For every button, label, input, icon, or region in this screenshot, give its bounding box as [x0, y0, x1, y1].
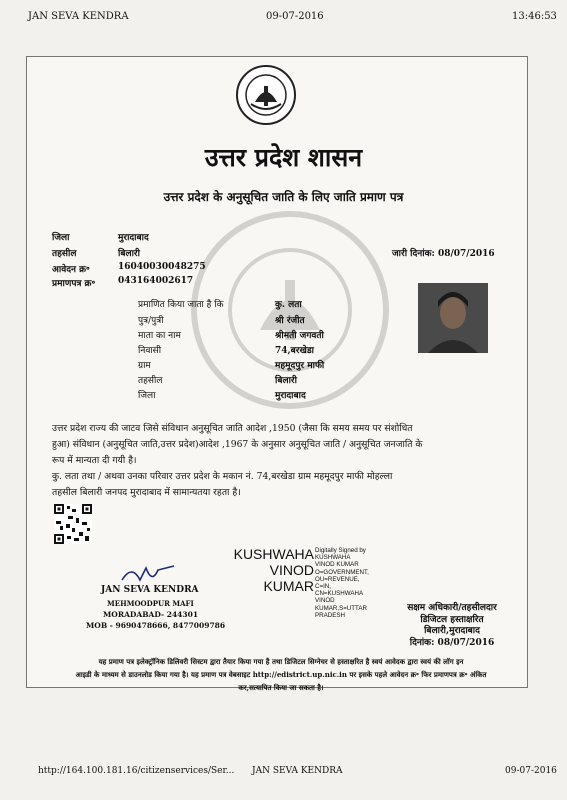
application-no-value: 16040030048275 — [118, 262, 206, 272]
header-kendra: JAN SEVA KENDRA — [28, 11, 129, 22]
page-title: उत्तर प्रदेश शासन — [204, 143, 363, 172]
up-emblem — [235, 64, 297, 126]
detail-label: प्रमाणित किया जाता है कि — [138, 300, 224, 310]
certificate-no-label: प्रमाणपत्र क्र॰ — [52, 279, 96, 289]
digital-signature-details: Digitally Signed by KUSHWAHA VINOD KUMAR O=GOVERNMENT, OU=REVENUE, C=IN, CN=KUSHWAHA VINOD KUMAR,S=UTTAR PRADESH — [315, 547, 369, 619]
detail-label: ग्राम — [138, 361, 151, 371]
district-value: मुरादाबाद — [118, 233, 149, 243]
detail-value: श्रीमती जगवती — [275, 331, 324, 341]
paragraph-line: हुआ) संविधान (अनुसूचित जाति,उत्तर प्रदेश)आदेश ,1967 के अनुसार अनुसूचित जाति / अनुसूचित जनजाति के — [52, 439, 423, 450]
header-date: 09-07-2016 — [266, 11, 324, 22]
tehsil-value: बिलारी — [118, 249, 140, 259]
detail-value: श्री रंजीत — [275, 316, 305, 326]
detail-label: निवासी — [138, 346, 162, 356]
paragraph-line: उत्तर प्रदेश राज्य की जाटव जिसे संविधान अनुसूचित जाति आदेश ,1950 (जैसा कि समय समय पर संशोधित — [52, 423, 413, 434]
detail-label: माता का नाम — [138, 331, 181, 341]
stamp-line: MORADABAD- 244301 — [103, 610, 199, 619]
detail-label: जिला — [138, 391, 156, 401]
authority-block: सक्षम अधिकारी/तहसीलदार डिजिटल हस्ताक्षरित बिलारी,मुरादाबाद दिनांक: 08/07/2016 — [407, 603, 497, 648]
footer-note-line: कर,सत्यापित किया जा सकता है। — [238, 683, 324, 692]
tehsil-label: तहसील — [52, 249, 77, 259]
stamp-line: MEHMOODPUR MAFI — [107, 599, 194, 608]
detail-label: तहसील — [138, 376, 163, 386]
certificate-no-value: 043164002617 — [118, 276, 194, 286]
applicant-photo — [418, 283, 488, 353]
issue-date: जारी दिनांक: 08/07/2016 — [392, 249, 495, 259]
footer-note-line: यह प्रमाण पत्र इलेक्ट्रॉनिक डिलिवरी सिस्टम द्वारा तैयार किया गया है तथा डिजिटल सिग्नेचर से हस्ताक्षरित है स्वयं आवेदक द्वारा स्वयं की लॉग इन — [98, 657, 464, 666]
detail-value: बिलारी — [275, 376, 297, 386]
district-label: जिला — [52, 233, 70, 243]
handwritten-signature — [118, 562, 178, 586]
header-time: 13:46:53 — [512, 11, 557, 22]
detail-value: महमूदपुर माफी — [275, 361, 325, 371]
footer-note-line: आइडी के माध्यम से डाउनलोड किया गया है। यह प्रमाण पत्र वेबसाइट http://edistrict.up.nic.in पर इसके पहले आवेदन क्र॰ फिर प्रमाणपत्र क्र॰ अंकित — [75, 670, 487, 679]
footer-url: http://164.100.181.16/citizenservices/Ser... — [38, 766, 235, 776]
paragraph-line: रूप में मान्यता दी गयी है। — [52, 455, 137, 466]
detail-label: पुत्र/पुत्री — [138, 316, 164, 326]
footer-kendra: JAN SEVA KENDRA — [252, 766, 343, 776]
paragraph-line: कु. लता तथा / अथवा उनका परिवार उत्तर प्रदेश के मकान नं. 74,बरखेडा ग्राम महमूदपुर माफी मोहल्ला — [52, 471, 393, 482]
paragraph-line: तहसील बिलारी जनपद मुरादाबाद में सामान्यतया रहता है। — [52, 487, 241, 498]
stamp-title: JAN SEVA KENDRA — [101, 585, 199, 595]
footer-date: 09-07-2016 — [505, 766, 557, 776]
signer-name: KUSHWAHA VINOD KUMAR — [233, 546, 314, 594]
detail-value: 74,बरखेडा — [275, 346, 314, 356]
application-no-label: आवेदन क्र॰ — [52, 265, 90, 275]
detail-value: कु. लता — [275, 300, 302, 310]
stamp-phone: MOB - 9690478666, 8477009786 — [86, 621, 226, 630]
qr-code — [54, 504, 92, 544]
certificate-subtitle: उत्तर प्रदेश के अनुसूचित जाति के लिए जाति प्रमाण पत्र — [163, 190, 404, 204]
detail-value: मुरादाबाद — [275, 391, 306, 401]
